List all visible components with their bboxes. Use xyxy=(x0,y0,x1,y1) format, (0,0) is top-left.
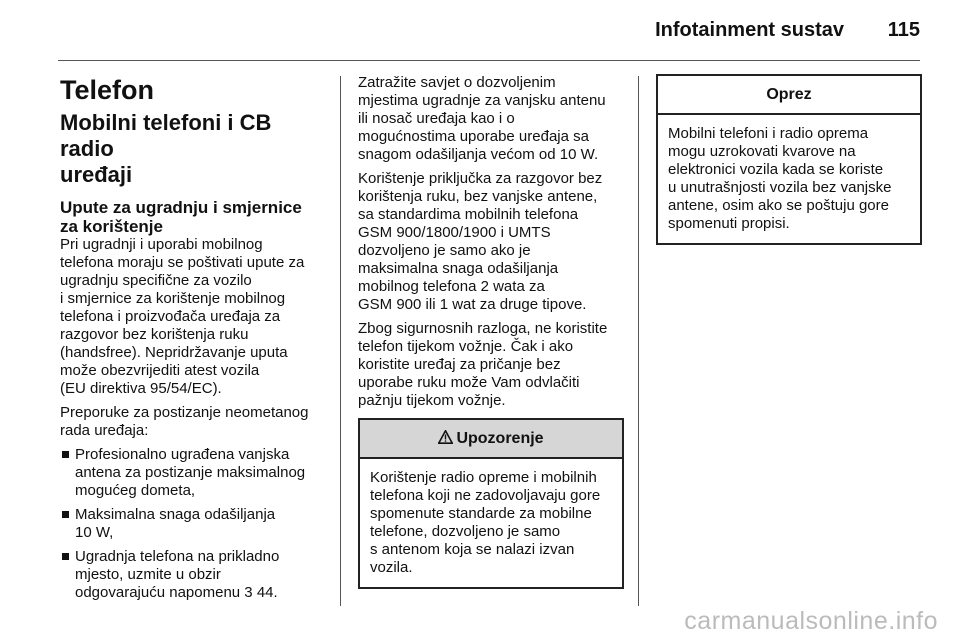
list-item: Profesionalno ugrađena vanjska antena za postizanje maksimalnog mogućeg dometa, xyxy=(60,446,326,500)
subsection-heading: Upute za ugradnju i smjernice za korištenje xyxy=(60,198,302,236)
recommendations-list xyxy=(60,446,326,602)
caution-box xyxy=(656,74,922,245)
list-item: Maksimalna snaga odašiljanja 10 W, xyxy=(60,506,326,542)
caution-box-text: Mobilni telefoni i radio oprema mogu uzrokovati kvarove na elektronici vozila kada se koriste u unutrašnjosti vozila bez vanjske antene, osim ako se poštuju gore spomenuti propisi. xyxy=(668,125,892,232)
column-divider-2 xyxy=(638,76,639,606)
square-bullet-icon xyxy=(62,451,69,458)
column-1 xyxy=(60,66,326,608)
warning-box-title: Upozorenje xyxy=(360,420,622,459)
section-heading: Mobilni telefoni i CB radio uređaji xyxy=(60,110,272,187)
header-divider xyxy=(58,60,920,61)
safety-paragraph: Zbog sigurnosnih razloga, ne koristite telefon tijekom vožnje. Čak i ako koristite uređaj za pričanje bez uporabe ruku može Vam odvlačiti pažnju tijekom vožnje. xyxy=(358,320,608,409)
warning-box xyxy=(358,418,624,589)
handsfree-paragraph: Korištenje priključka za razgovor bez korištenja ruku, bez vanjske antene, sa standardima mobilnih telefona GSM 900/1800/1900 i UMTS dozvoljeno je samo ako je maksimalna snaga odašiljanja mobilnog telefona 2 wata za GSM 900 ili 1 wat za druge tipove. xyxy=(358,170,603,313)
section-title: Infotainment sustav xyxy=(655,19,844,41)
caution-box-title: Oprez xyxy=(658,76,920,115)
page-reference-link[interactable]: 3 44. xyxy=(244,584,278,601)
square-bullet-icon xyxy=(62,511,69,518)
column-3 xyxy=(656,74,922,245)
warning-box-text: Korištenje radio opreme i mobilnih telefona koji ne zadovoljavaju gore spomenute standarde za mobilne telefone, dozvoljeno je samo s antenom koja se nalazi izvan vozila. xyxy=(370,469,601,576)
chapter-heading: Telefon xyxy=(60,75,154,105)
column-2 xyxy=(358,74,624,589)
column-divider-1 xyxy=(340,76,341,606)
watermark: carmanualsonline.info xyxy=(684,607,938,635)
installation-paragraph: Pri ugradnji i uporabi mobilnog telefona moraju se poštivati upute za ugradnju specifične za vozilo i smjernice za korištenje mobilnog telefona i proizvođača uređaja za razgovor bez korištenja ruku (handsfree). Nepridržavanje uputa može obezvrijediti atest vozila (EU direktiva 95/54/EC). xyxy=(60,236,305,397)
reference-arrow-icon: 3 xyxy=(244,584,253,601)
warning-triangle-icon xyxy=(438,430,453,444)
page-number: 115 xyxy=(887,19,920,41)
page-header xyxy=(0,0,960,62)
recommendations-paragraph: Preporuke za postizanje neometanog rada uređaja: xyxy=(60,404,309,439)
square-bullet-icon xyxy=(62,553,69,560)
antenna-advice-paragraph: Zatražite savjet o dozvoljenim mjestima ugradnje za vanjsku antenu ili nosač uređaja kao i o mogućnostima uporabe uređaja sa snagom odašiljanja većom od 10 W. xyxy=(358,74,606,163)
list-item: Ugradnja telefona na prikladno mjesto, uzmite u obzir odgovarajuću napomenu 3 44. xyxy=(60,548,326,602)
